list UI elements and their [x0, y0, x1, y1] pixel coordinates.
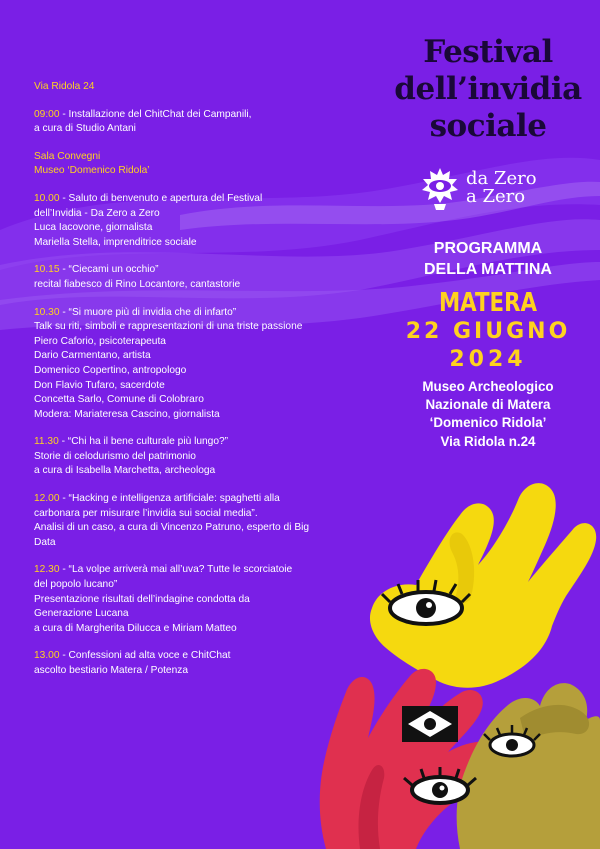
item-detail: Dario Carmentano, artista	[34, 350, 151, 362]
location-line: Via Ridola 24	[34, 81, 95, 92]
event-city: MATERA	[438, 288, 538, 318]
item-title: - “Ciecami un occhio”	[59, 264, 159, 276]
venue-line: Via Ridola n.24	[440, 433, 536, 449]
item-detail: Concetta Sarlo, Comune di Colobraro	[34, 394, 204, 406]
logo-text-line: da Zero	[466, 168, 537, 189]
item-title: - “Chi ha il bene culturale più lungo?”	[58, 436, 229, 448]
event-venue	[376, 378, 600, 451]
program-list	[34, 80, 374, 692]
location-line: Museo ‘Domenico Ridola’	[34, 165, 150, 177]
item-time: 10.15	[34, 264, 60, 276]
location-hall	[34, 150, 374, 179]
event-date: 22 GIUGNO	[405, 319, 571, 344]
eye-icon	[402, 706, 458, 742]
item-detail: Luca Iacovone, giornalista	[34, 222, 153, 234]
item-detail: del popolo lucano”	[34, 579, 118, 591]
item-detail: Generazione Lucana	[34, 608, 129, 620]
festival-title-block	[378, 34, 598, 145]
item-title: - “La volpe arriverà mai all’uva? Tutte le scorciatoie	[59, 564, 293, 576]
program-heading-line: DELLA MATTINA	[424, 261, 552, 278]
venue-line: Nazionale di Matera	[425, 397, 551, 413]
item-time: 13.00	[34, 650, 60, 662]
item-detail: Don Flavio Tufaro, sacerdote	[34, 379, 165, 391]
item-detail: carbonara per misurare l’invidia sui social media”.	[34, 507, 258, 519]
item-title: - Confessioni ad alta voce e ChitChat	[59, 650, 231, 662]
program-item	[34, 192, 374, 250]
item-detail: Data	[34, 536, 56, 548]
title-line: Festival	[423, 34, 553, 70]
venue-line: ‘Domenico Ridola’	[429, 415, 547, 431]
logo-text-line: a Zero	[466, 186, 526, 207]
event-year: 2024	[449, 347, 527, 372]
item-detail: Analisi di un caso, a cura di Vincenzo Patruno, esperto di Big	[34, 522, 310, 534]
program-item	[34, 649, 374, 678]
item-title: - “Hacking e intelligenza artificiale: spaghetti alla	[59, 493, 280, 505]
item-detail: a cura di Margherita Dilucca e Miriam Matteo	[34, 622, 237, 634]
item-title: - “Si muore più di invidia che di infarto”	[59, 306, 237, 318]
item-detail: Domenico Copertino, antropologo	[34, 364, 187, 376]
logo-text	[466, 170, 537, 206]
program-item	[34, 108, 374, 137]
item-time: 12.00	[34, 493, 60, 505]
item-detail: a cura di Studio Antani	[34, 123, 136, 135]
item-detail: Piero Caforio, psicoterapeuta	[34, 335, 166, 347]
item-detail: Talk su riti, simboli e rappresentazioni di una triste passione	[34, 321, 303, 333]
item-time: 12.30	[34, 564, 60, 576]
program-heading	[376, 238, 600, 280]
item-detail: Modera: Mariateresa Cascino, giornalista	[34, 408, 220, 420]
venue-line: Museo Archeologico	[422, 379, 554, 394]
program-item	[34, 435, 374, 479]
item-time: 10.30	[34, 306, 60, 318]
title-line: sociale	[429, 108, 547, 144]
item-title: - Saluto di benvenuto e apertura del Festival	[59, 192, 263, 204]
item-time: 09:00	[34, 108, 60, 120]
item-time: 11.30	[34, 436, 59, 448]
item-detail: Mariella Stella, imprenditrice sociale	[34, 236, 197, 248]
item-title: - Installazione del ChitChat dei Campanili,	[59, 108, 252, 120]
title-line: dell’invidia	[394, 71, 582, 107]
location-line: Sala Convegni	[34, 150, 101, 162]
eye-logo-icon	[420, 166, 460, 212]
item-detail: a cura di Isabella Marchetta, archeologa	[34, 465, 216, 477]
item-detail: Storie di celodurismo del patrimonio	[34, 450, 196, 462]
da-zero-a-zero-logo	[420, 166, 590, 212]
program-item	[34, 492, 374, 550]
item-detail: Presentazione risultati dell’indagine condotta da	[34, 593, 250, 605]
yellow-hand	[370, 483, 596, 688]
event-info	[376, 238, 600, 451]
program-heading-line: PROGRAMMA	[433, 240, 543, 257]
festival-title	[378, 34, 598, 145]
item-detail: ascolto bestiario Matera / Potenza	[34, 665, 189, 676]
item-time: 10.00	[34, 192, 60, 204]
program-item	[34, 563, 374, 636]
location-address	[34, 80, 374, 95]
program-item	[34, 306, 374, 423]
item-detail: recital fiabesco di Rino Locantore, cantastorie	[34, 278, 241, 290]
item-detail: dell’Invidia - Da Zero a Zero	[34, 207, 160, 219]
program-item	[34, 263, 374, 292]
